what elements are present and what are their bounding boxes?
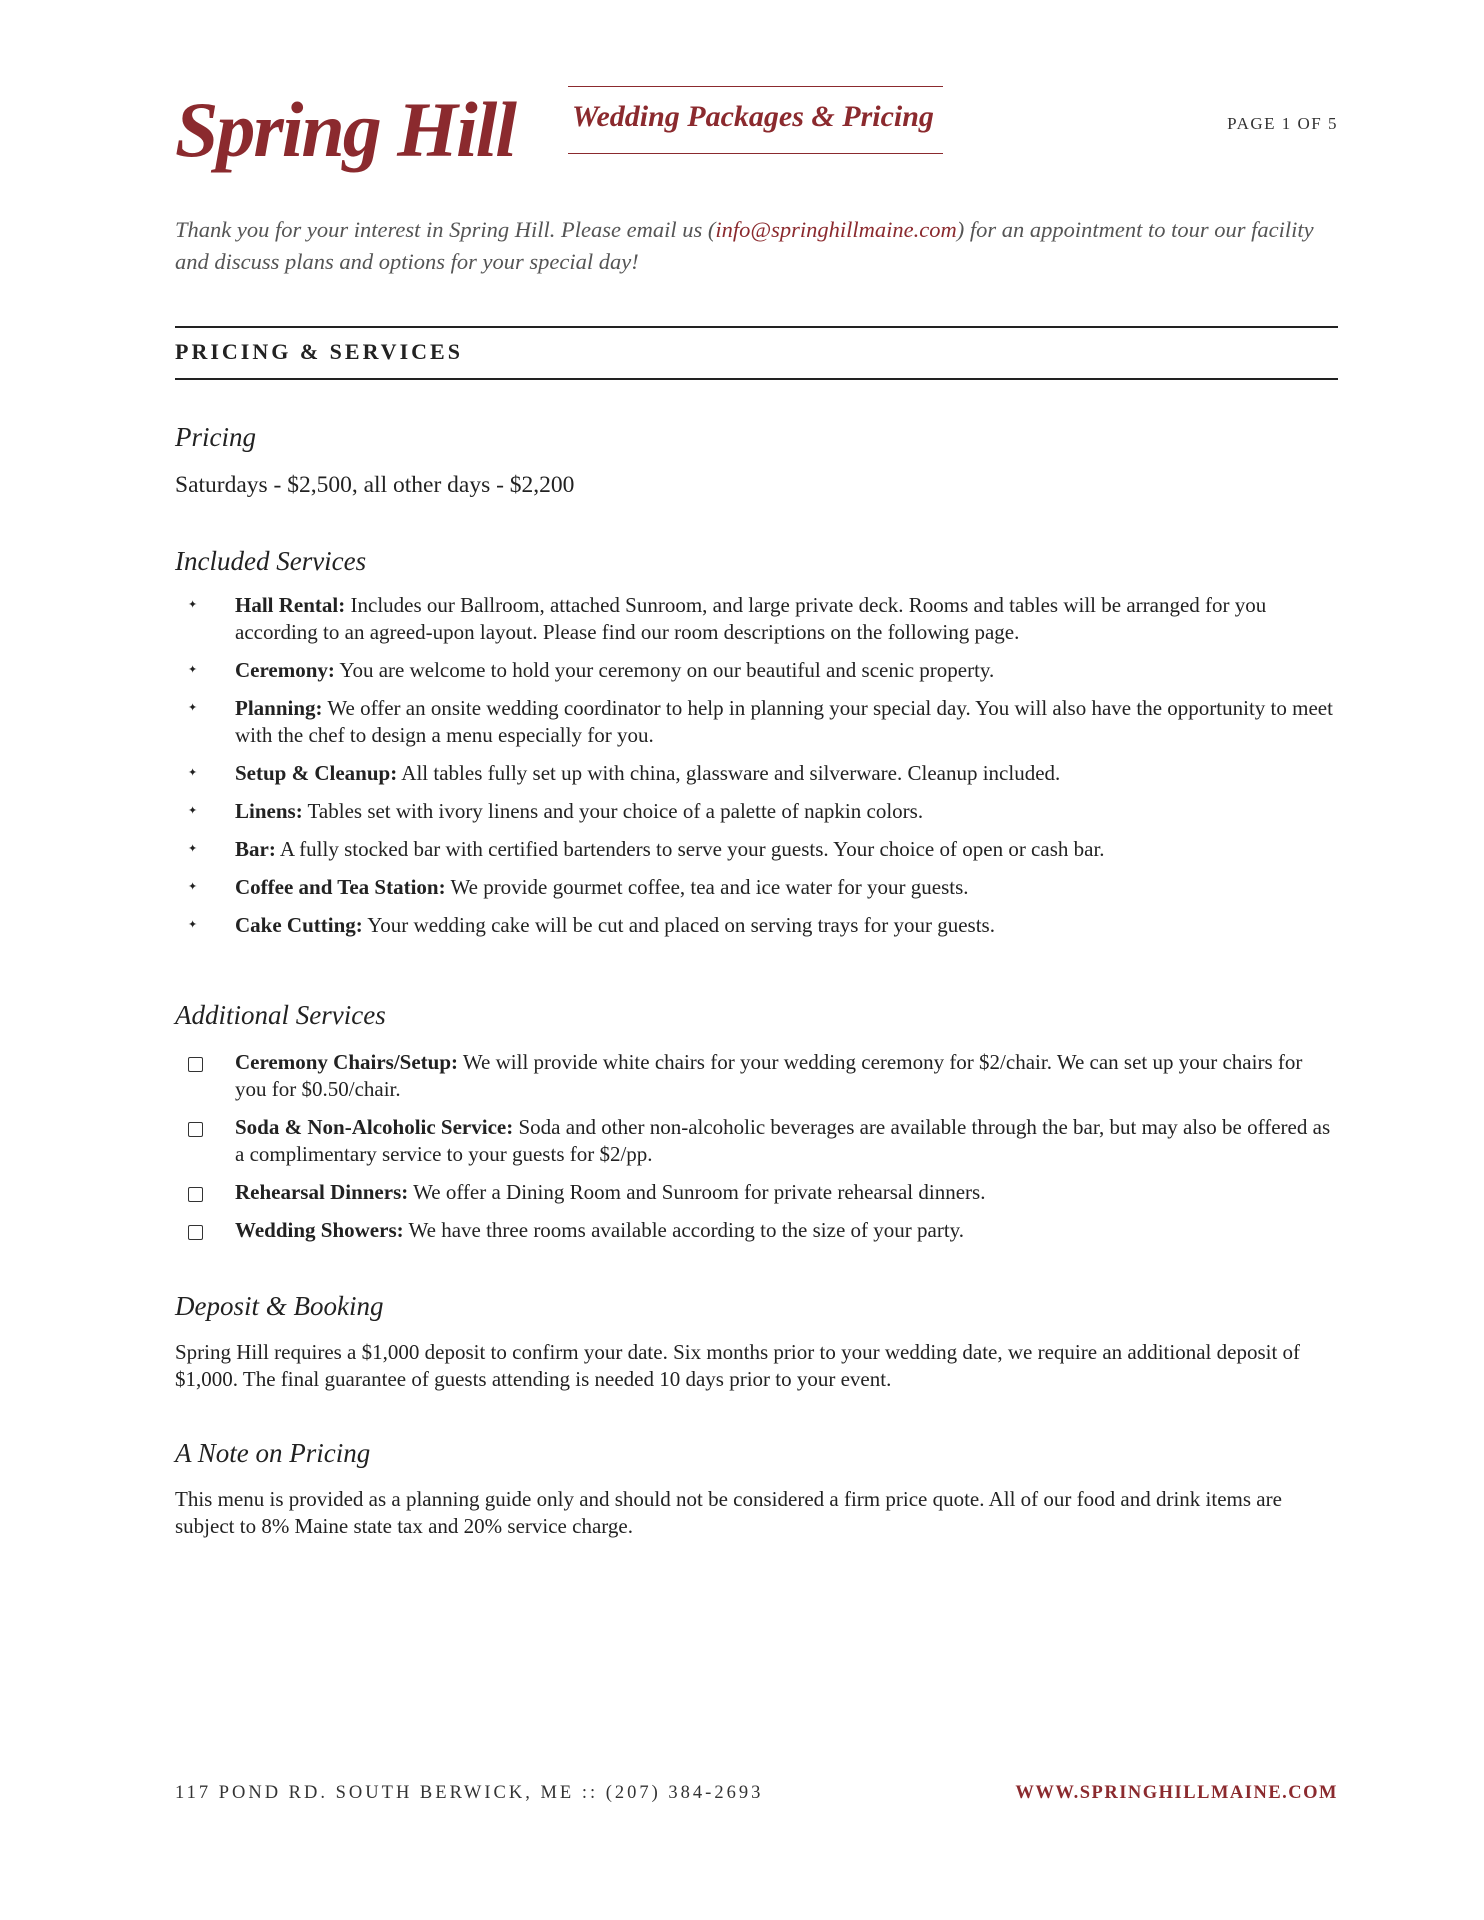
deposit-text: Spring Hill requires a $1,000 deposit to confirm your date. Six months prior to your wedding date, we require an additional deposit of $1,000. The final guarantee of guests attending is needed 10 days prior to your event. bbox=[175, 1340, 1301, 1391]
list-item bbox=[175, 592, 1338, 646]
item-text: We offer an onsite wedding coordinator to help in planning your special day. You will also have the opportunity to meet with the chef to design a menu especially for you. bbox=[235, 696, 1333, 747]
bullet-icon: ✦ bbox=[188, 919, 198, 931]
list-item bbox=[175, 1049, 1338, 1103]
item-text: Tables set with ivory linens and your choice of a palette of napkin colors. bbox=[302, 799, 924, 823]
item-text: We will provide white chairs for your wedding ceremony for $2/chair. We can set up your chairs for you for $0.50/chair. bbox=[235, 1050, 1303, 1101]
spring-hill-logo: Spring Hill bbox=[175, 86, 515, 173]
checkbox[interactable] bbox=[188, 1057, 203, 1072]
item-label: Planning: bbox=[235, 696, 323, 720]
intro-text-before: Thank you for your interest in Spring Hill. Please email us ( bbox=[175, 217, 716, 242]
item-text: Your wedding cake will be cut and placed on serving trays for your guests. bbox=[362, 913, 995, 937]
bullet-icon: ✦ bbox=[188, 599, 198, 611]
item-text: We offer a Dining Room and Sunroom for private rehearsal dinners. bbox=[408, 1180, 986, 1204]
item-text: You are welcome to hold your ceremony on our beautiful and scenic property. bbox=[334, 658, 995, 682]
list-item bbox=[175, 912, 1338, 939]
email-link[interactable]: info@springhillmaine.com bbox=[715, 217, 957, 242]
checkbox[interactable] bbox=[188, 1225, 203, 1240]
bullet-icon: ✦ bbox=[188, 881, 198, 893]
list-item bbox=[175, 836, 1338, 863]
note-text: This menu is provided as a planning guide only and should not be considered a firm price quote. All of our food and drink items are subject to 8% Maine state tax and 20% service charge. bbox=[175, 1487, 1282, 1538]
additional-services-list bbox=[175, 1049, 1338, 1255]
item-label: Ceremony Chairs/Setup: bbox=[235, 1050, 459, 1074]
footer-website-link[interactable]: WWW.SPRINGHILLMAINE.COM bbox=[1015, 1783, 1338, 1803]
document-page bbox=[175, 0, 1338, 1920]
list-item bbox=[175, 1217, 1338, 1244]
item-label: Wedding Showers: bbox=[235, 1218, 404, 1242]
bullet-icon: ✦ bbox=[188, 843, 198, 855]
item-text: Soda and other non-alcoholic beverages are available through the bar, but may also be offered as a complimentary service to your guests for $2/pp. bbox=[235, 1115, 1331, 1166]
page-indicator: PAGE 1 OF 5 bbox=[1227, 114, 1338, 133]
list-item bbox=[175, 657, 1338, 684]
item-label: Bar: bbox=[235, 837, 276, 861]
item-label: Setup & Cleanup: bbox=[235, 761, 398, 785]
additional-services-heading: Additional Services bbox=[175, 1000, 386, 1030]
list-item bbox=[175, 760, 1338, 787]
subtitle-box bbox=[568, 86, 943, 154]
included-services-list bbox=[175, 592, 1338, 950]
item-text: Includes our Ballroom, attached Sunroom, and large private deck. Rooms and tables will be arranged for you according to an agreed-upon layout. Please find our room descriptions on the following page. bbox=[235, 593, 1267, 644]
list-item bbox=[175, 798, 1338, 825]
document-subtitle: Wedding Packages & Pricing bbox=[572, 100, 934, 133]
checkbox[interactable] bbox=[188, 1187, 203, 1202]
intro-text-after: ) for an appointment to tour our facility and discuss plans and options for your special day! bbox=[175, 217, 1314, 274]
bullet-icon: ✦ bbox=[188, 664, 198, 676]
item-label: Hall Rental: bbox=[235, 593, 346, 617]
pricing-heading: Pricing bbox=[175, 422, 256, 452]
pricing-text: Saturdays - $2,500, all other days - $2,200 bbox=[175, 472, 575, 498]
bullet-icon: ✦ bbox=[188, 805, 198, 817]
item-label: Soda & Non-Alcoholic Service: bbox=[235, 1115, 514, 1139]
note-heading: A Note on Pricing bbox=[175, 1438, 371, 1468]
item-label: Linens: bbox=[235, 799, 303, 823]
item-text: We provide gourmet coffee, tea and ice water for your guests. bbox=[445, 875, 969, 899]
item-label: Cake Cutting: bbox=[235, 913, 363, 937]
item-label: Ceremony: bbox=[235, 658, 335, 682]
section-header-bar bbox=[175, 326, 1338, 380]
item-text: A fully stocked bar with certified bartenders to serve your guests. Your choice of open or cash bar. bbox=[275, 837, 1105, 861]
bullet-icon: ✦ bbox=[188, 767, 198, 779]
checkbox[interactable] bbox=[188, 1122, 203, 1137]
deposit-heading: Deposit & Booking bbox=[175, 1291, 384, 1321]
section-title: PRICING & SERVICES bbox=[175, 339, 463, 364]
item-text: We have three rooms available according to the size of your party. bbox=[403, 1218, 965, 1242]
footer-address: 117 POND RD. SOUTH BERWICK, ME :: (207) 384-2693 bbox=[175, 1783, 764, 1803]
item-label: Rehearsal Dinners: bbox=[235, 1180, 409, 1204]
bullet-icon: ✦ bbox=[188, 702, 198, 714]
list-item bbox=[175, 1179, 1338, 1206]
list-item bbox=[175, 695, 1338, 749]
intro-paragraph bbox=[175, 214, 1338, 278]
included-services-heading: Included Services bbox=[175, 546, 367, 576]
item-text: All tables fully set up with china, glassware and silverware. Cleanup included. bbox=[397, 761, 1061, 785]
list-item bbox=[175, 1114, 1338, 1168]
list-item bbox=[175, 874, 1338, 901]
item-label: Coffee and Tea Station: bbox=[235, 875, 446, 899]
page-header bbox=[175, 80, 1338, 180]
